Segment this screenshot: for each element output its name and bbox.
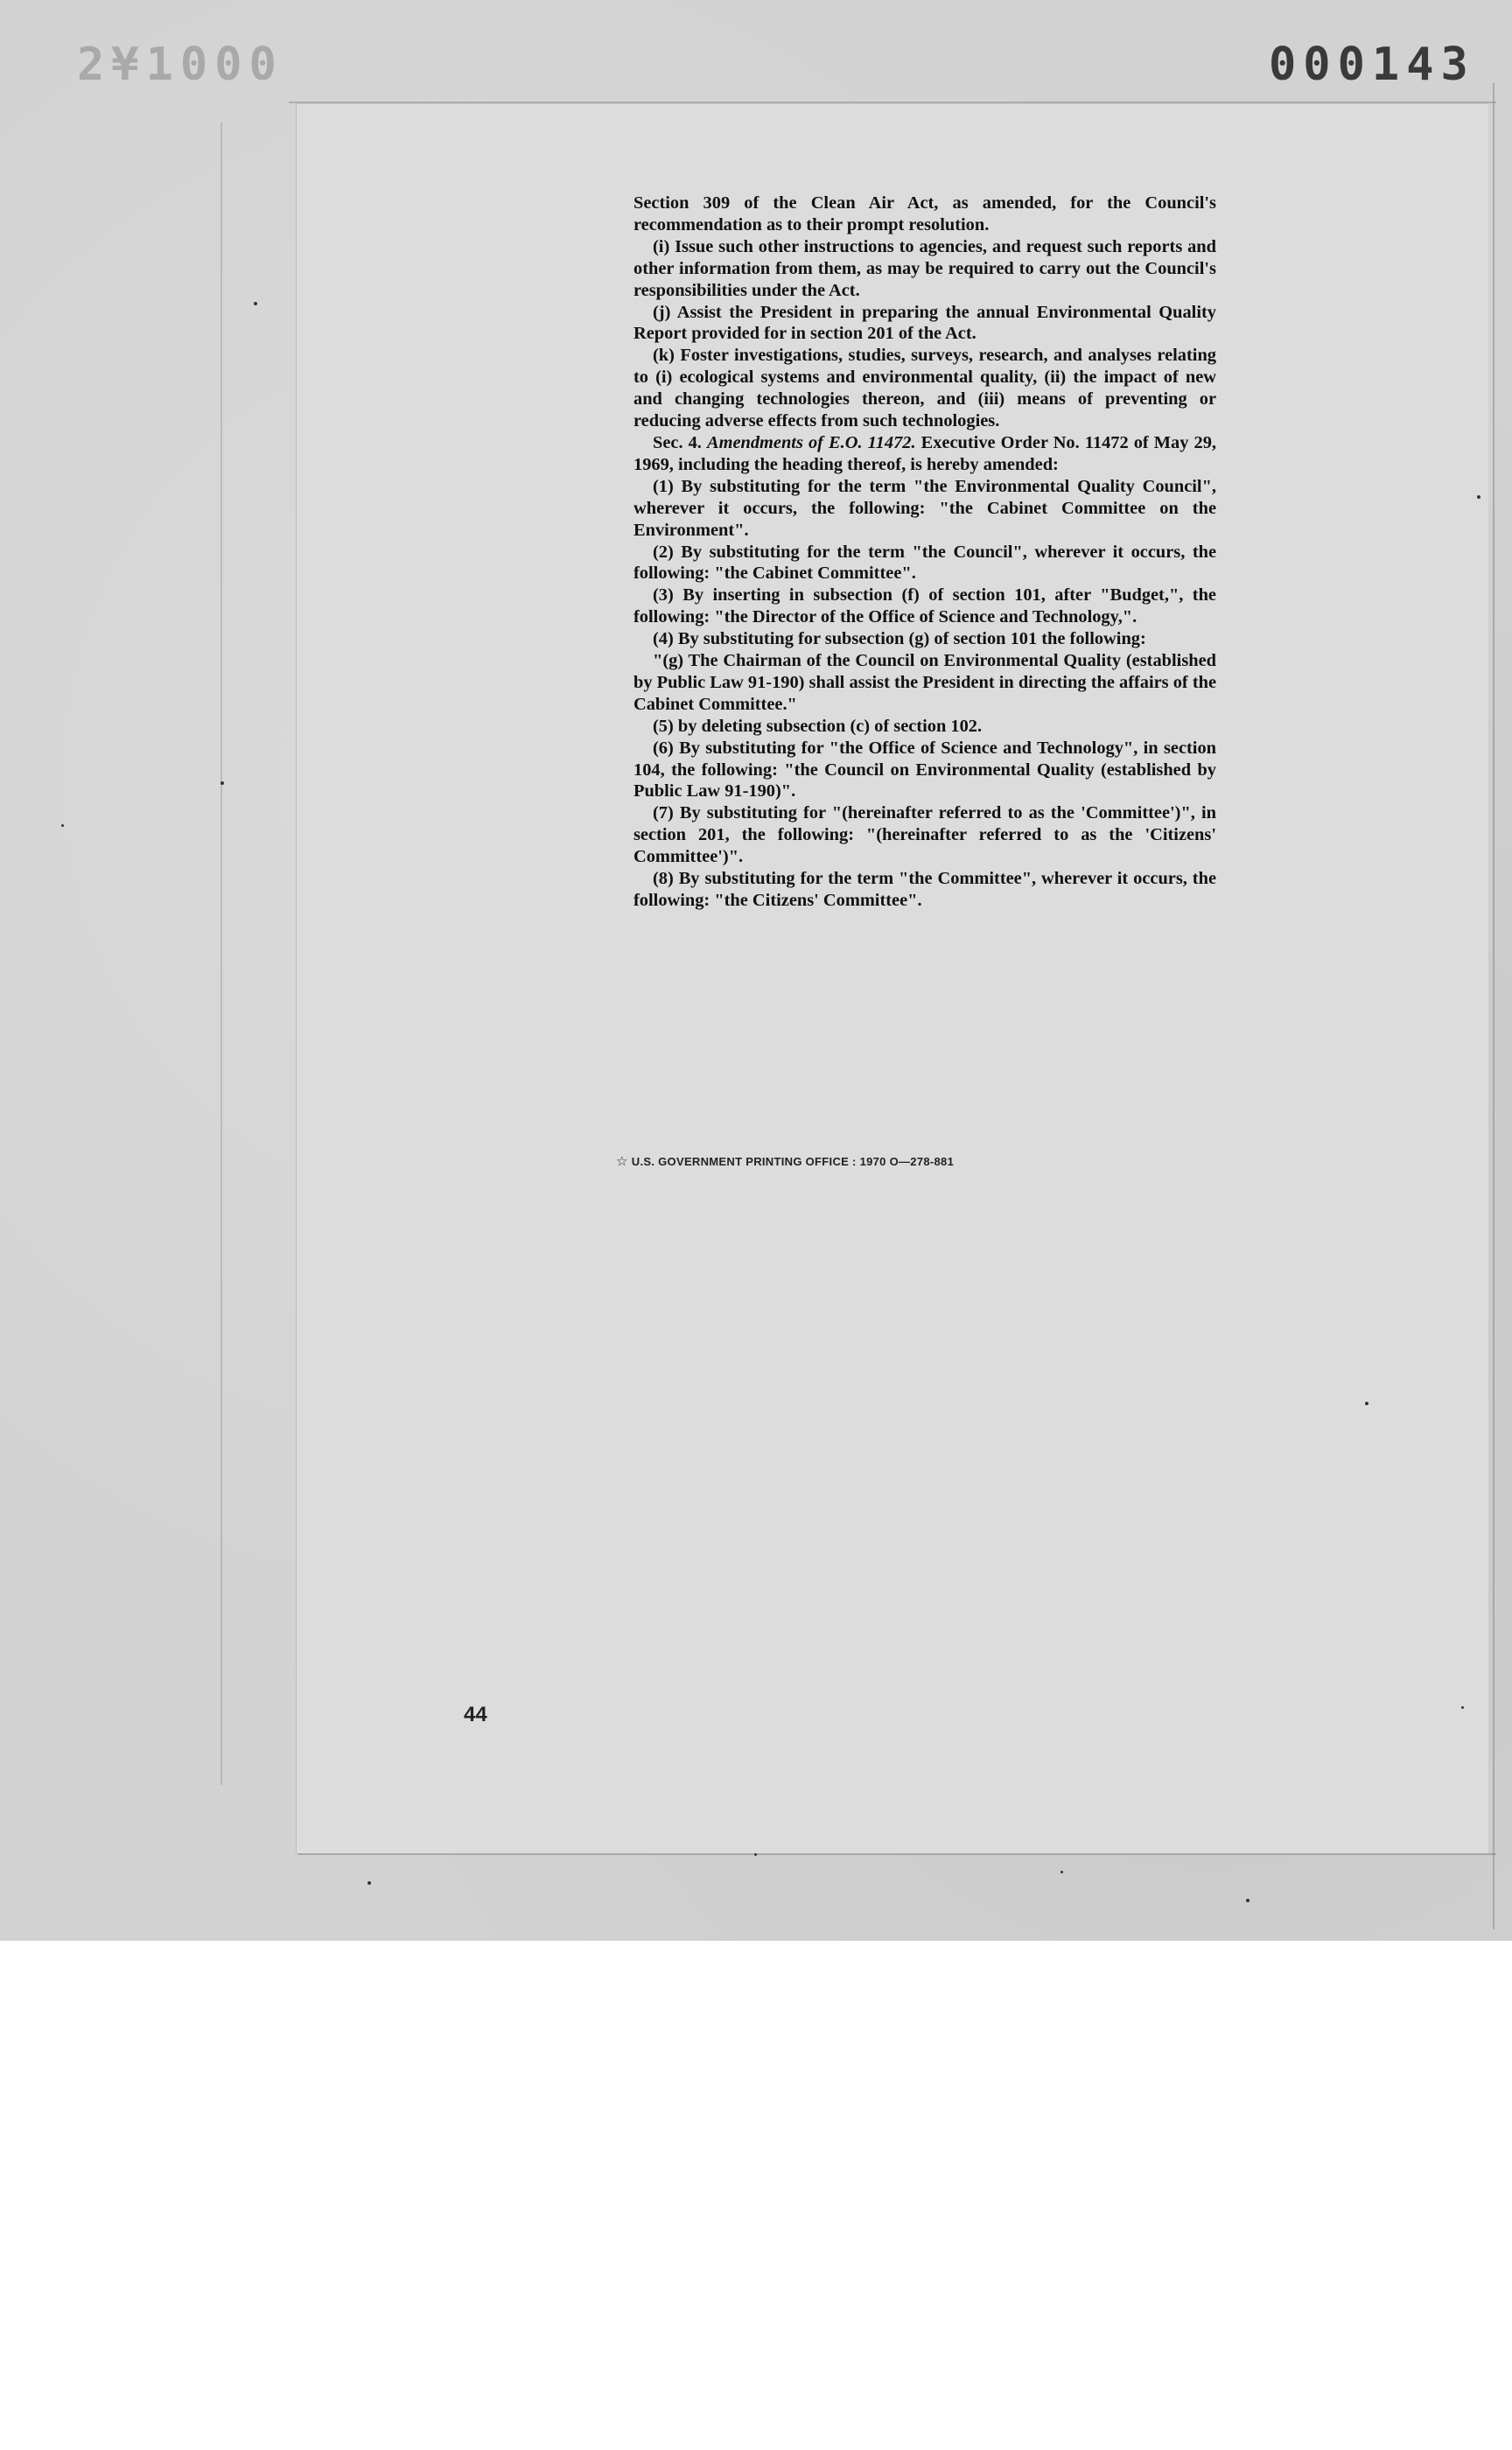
amendment-6: (6) By substituting for "the Office of Science and Technology", in section 104, the following: "the Council on Environmental Quality (established by Public Law 91-190)". (634, 738, 1216, 802)
scan-speck (368, 1881, 371, 1885)
scan-speck (1461, 1706, 1464, 1709)
scan-speck (754, 1853, 757, 1856)
printing-office-line (616, 1153, 954, 1169)
page-edge-bottom (298, 1853, 1496, 1855)
document-body (634, 192, 1216, 912)
amendment-7: (7) By substituting for "(hereinafter referred to as the 'Committee')", in section 201, the following: "(hereinafter referred to as the 'Citizens' Committee')". (634, 803, 1216, 867)
amendment-2: (2) By substituting for the term "the Council", wherever it occurs, the following: "the Cabinet Committee". (634, 542, 1216, 584)
page-edge-right (1493, 83, 1494, 1929)
paragraph-k: (k) Foster investigations, studies, surveys, research, and analyses relating to (i) ecological systems and environmental quality, (ii) the impact of new and changing technologies thereon, and (iii) means of preventing or reducing adverse effects from such technologies. (634, 346, 1216, 431)
paragraph-i: (i) Issue such other instructions to agencies, and request such reports and other information from them, as may be required to carry out the Council's responsibilities under the Act. (634, 236, 1216, 300)
amendment-1: (1) By substituting for the term "the Environmental Quality Council", wherever it occurs, the following: "the Cabinet Committee on the Environment". (634, 476, 1216, 540)
page-number: 44 (464, 1703, 487, 1726)
printing-office-text: U.S. GOVERNMENT PRINTING OFFICE : 1970 O—278-881 (631, 1155, 955, 1168)
page-edge-left (220, 122, 222, 1785)
scan-speck (254, 302, 257, 305)
archive-stamp-right: 000143 (1269, 38, 1475, 91)
scan-speck (220, 781, 224, 785)
section-4-heading: Sec. 4. Amendments of E.O. 11472. Executive Order No. 11472 of May 29, 1969, including the heading thereof, is hereby amended: (634, 432, 1216, 474)
amendment-4: (4) By substituting for subsection (g) of section 101 the following: (653, 629, 1146, 649)
amendment-8: (8) By substituting for the term "the Committee", wherever it occurs, the following: "the Citizens' Committee". (634, 869, 1216, 910)
scan-speck (1060, 1871, 1063, 1873)
paragraph-j: (j) Assist the President in preparing the annual Environmental Quality Report provided for in section 201 of the Act. (634, 302, 1216, 344)
paragraph-continuation: Section 309 of the Clean Air Act, as amended, for the Council's recommendation as to their prompt resolution. (634, 193, 1216, 234)
amendment-5: (5) by deleting subsection (c) of section 102. (653, 716, 983, 736)
scan-speck (1365, 1402, 1368, 1405)
scan-speck (1246, 1899, 1250, 1902)
amendment-3: (3) By inserting in subsection (f) of section 101, after "Budget,", the following: "the Director of the Office of Science and Technology,". (634, 585, 1216, 627)
scan-speck (1477, 495, 1480, 499)
amendment-4-text: "(g) The Chairman of the Council on Environmental Quality (established by Public Law 91-190) shall assist the President in directing the affairs of the Cabinet Committee." (634, 651, 1216, 714)
scan-speck (61, 824, 64, 827)
archive-stamp-left: 2¥1000 (77, 38, 284, 91)
star-icon: ☆ (616, 1154, 628, 1169)
page-edge-top (289, 102, 1496, 103)
